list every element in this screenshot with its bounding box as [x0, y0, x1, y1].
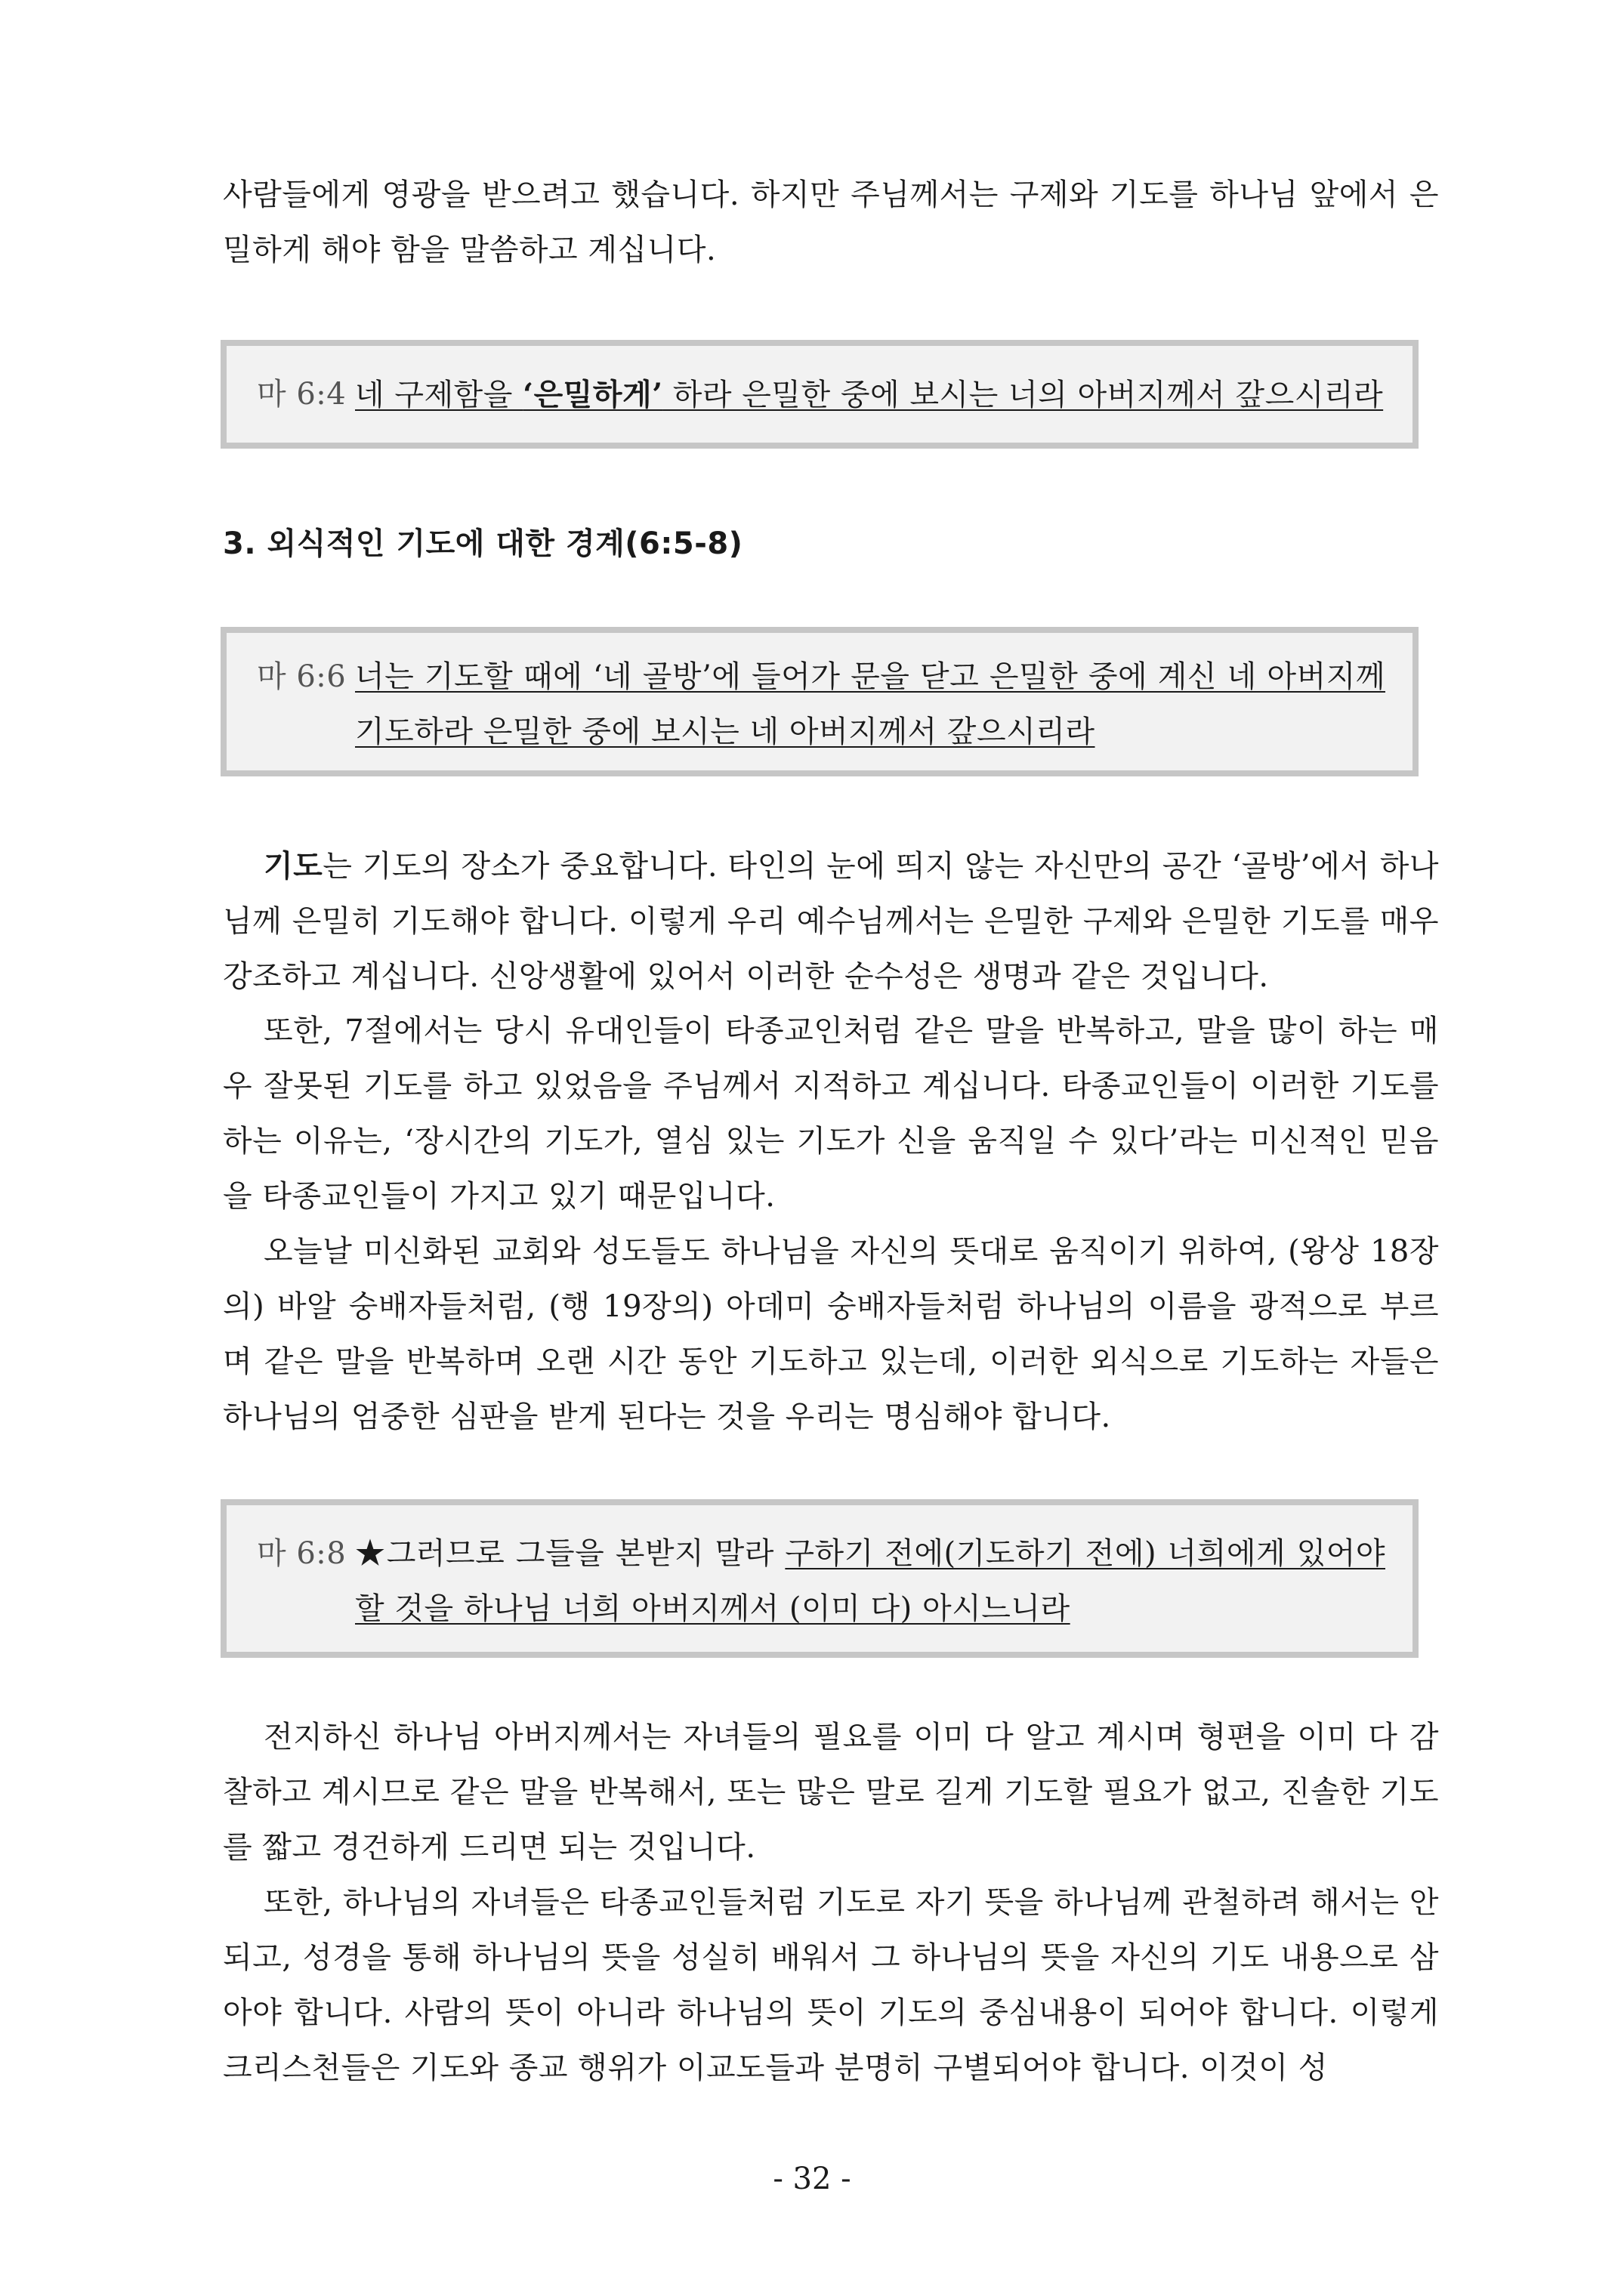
verse-box-6-6: [221, 627, 1419, 776]
verse-emphasis: ‘은밀하게’: [523, 377, 663, 412]
verse-content: [257, 367, 1385, 423]
paragraph-text: 는 기도의 장소가 중요합니다. 타인의 눈에 띄지 않는 자신만의 공간 ‘골방’에서 하나님께 은밀히 기도해야 합니다. 이렇게 우리 예수님께서는 은밀한 구제와 은밀한 기도를 매우 강조하고 계십니다. 신앙생활에 있어서 이러한 순수성은 생명과 같은 것입니다.: [223, 849, 1439, 994]
verse-text-plain: ★그러므로 그들을 본받지 말라: [355, 1536, 786, 1571]
body-paragraph-2: 또한, 7절에서는 당시 유대인들이 타종교인처럼 같은 말을 반복하고, 말을 많이 하는 매우 잘못된 기도를 하고 있었음을 주님께서 지적하고 계십니다. 타종교인들이 이러한 기도를 하는 이유는, ‘장시간의 기도가, 열심 있는 기도가 신을 움직일 수 있다’라는 미신적인 믿음을 타종교인들이 가지고 있기 때문입니다.: [223, 1014, 1439, 1214]
body-paragraph-3: 오늘날 미신화된 교회와 성도들도 하나님을 자신의 뜻대로 움직이기 위하여, (왕상 18장의) 바알 숭배자들처럼, (행 19장의) 아데미 숭배자들처럼 하나님의 이름을 광적으로 부르며 같은 말을 반복하며 오랜 시간 동안 기도하고 있는데, 이러한 외식으로 기도하는 자들은 하나님의 엄중한 심판을 받게 된다는 것을 우리는 명심해야 합니다.: [223, 1234, 1439, 1434]
intro-paragraph: 사람들에게 영광을 받으려고 했습니다. 하지만 주님께서는 구제와 기도를 하나님 앞에서 은밀하게 해야 함을 말씀하고 계십니다.: [223, 177, 1439, 267]
verse-reference: 마 6:4: [257, 377, 347, 412]
verse-text-before: 네 구제함을: [355, 378, 523, 412]
verse-text-underlined: 구하기 전에(기도하기 전에) 너희에게 있어야 할 것을 하나님 너희 아버지께서 (이미 다) 아시느니라: [355, 1536, 1385, 1626]
emphasis-word: 기도: [264, 848, 323, 884]
verse-text: [355, 1526, 1385, 1637]
page-number: - 32 -: [773, 2162, 851, 2196]
verse-content: [257, 1526, 1385, 1637]
verse-text-after: 하라 은밀한 중에 보시는 너의 아버지께서 갚으시리라: [662, 378, 1384, 412]
verse-reference: 마 6:6: [257, 659, 347, 694]
verse-reference: 마 6:8: [257, 1536, 347, 1571]
verse-box-6-4: [221, 340, 1419, 449]
verse-text: [355, 367, 1385, 423]
verse-content: [257, 650, 1385, 760]
body-paragraph-1: [223, 838, 1439, 1005]
body-paragraph-5: 또한, 하나님의 자녀들은 타종교인들처럼 기도로 자기 뜻을 하나님께 관철하려 해서는 안 되고, 성경을 통해 하나님의 뜻을 성실히 배워서 그 하나님의 뜻을 자신의 기도 내용으로 삼아야 합니다. 사람의 뜻이 아니라 하나님의 뜻이 기도의 중심내용이 되어야 합니다. 이렇게 크리스천들은 기도와 종교 행위가 이교도들과 분명히 구별되어야 합니다. 이것이 성: [223, 1885, 1440, 2085]
verse-box-6-8: [221, 1499, 1419, 1658]
body-paragraph-4: 전지하신 하나님 아버지께서는 자녀들의 필요를 이미 다 알고 계시며 형편을 이미 다 감찰하고 계시므로 같은 말을 반복해서, 또는 많은 말로 길게 기도할 필요가 없고, 진솔한 기도를 짧고 경건하게 드리면 되는 것입니다.: [223, 1720, 1439, 1865]
verse-text: 너는 기도할 때에 ‘네 골방’에 들어가 문을 닫고 은밀한 중에 계신 네 아버지께 기도하라 은밀한 중에 보시는 네 아버지께서 갚으시리라: [355, 659, 1385, 749]
section-heading: 3. 외식적인 기도에 대한 경계(6:5-8): [223, 526, 743, 561]
